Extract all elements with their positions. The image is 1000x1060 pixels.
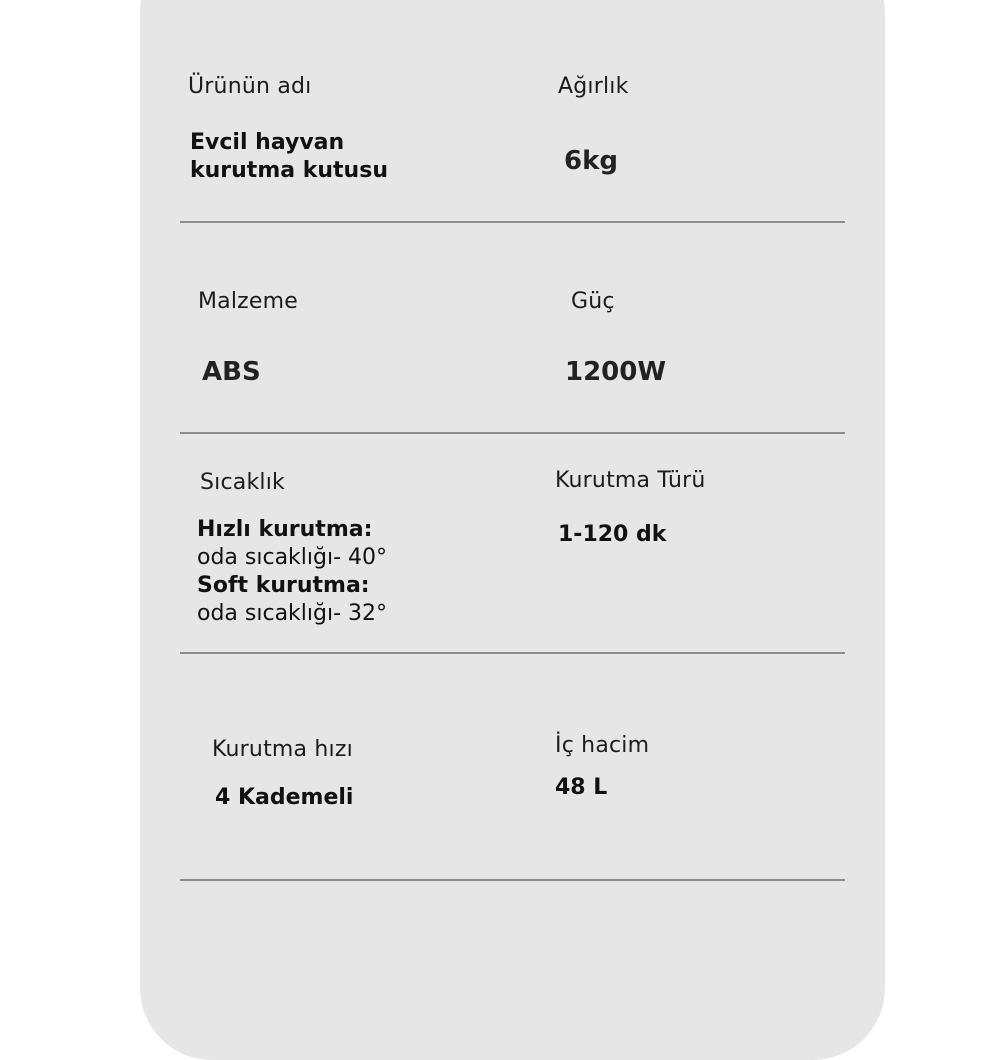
temperature-fast-title: Hızlı kurutma: bbox=[197, 517, 373, 542]
temperature-fast-value: oda sıcaklığı- 40° bbox=[197, 545, 388, 570]
material-value: ABS bbox=[202, 357, 261, 387]
product-name-value-line2: kurutma kutusu bbox=[190, 158, 388, 183]
material-label: Malzeme bbox=[198, 289, 299, 314]
weight-value: 6kg bbox=[564, 146, 618, 176]
temperature-label: Sıcaklık bbox=[200, 470, 285, 495]
product-name-value-line1: Evcil hayvan bbox=[190, 130, 345, 155]
temperature-soft-title: Soft kurutma: bbox=[197, 573, 370, 598]
divider-4 bbox=[180, 879, 845, 881]
inner-volume-label: İç hacim bbox=[555, 733, 650, 758]
power-value: 1200W bbox=[565, 357, 667, 387]
drying-speed-value: 4 Kademeli bbox=[215, 785, 354, 810]
product-name-label: Ürünün adı bbox=[188, 74, 312, 99]
drying-speed-label: Kurutma hızı bbox=[212, 737, 353, 762]
divider-1 bbox=[180, 221, 845, 223]
drying-type-value: 1-120 dk bbox=[558, 522, 667, 547]
divider-3 bbox=[180, 652, 845, 654]
inner-volume-value: 48 L bbox=[555, 775, 608, 800]
divider-2 bbox=[180, 432, 845, 434]
power-label: Güç bbox=[571, 289, 615, 314]
drying-type-label: Kurutma Türü bbox=[555, 468, 706, 493]
weight-label: Ağırlık bbox=[558, 74, 629, 99]
temperature-soft-value: oda sıcaklığı- 32° bbox=[197, 601, 388, 626]
